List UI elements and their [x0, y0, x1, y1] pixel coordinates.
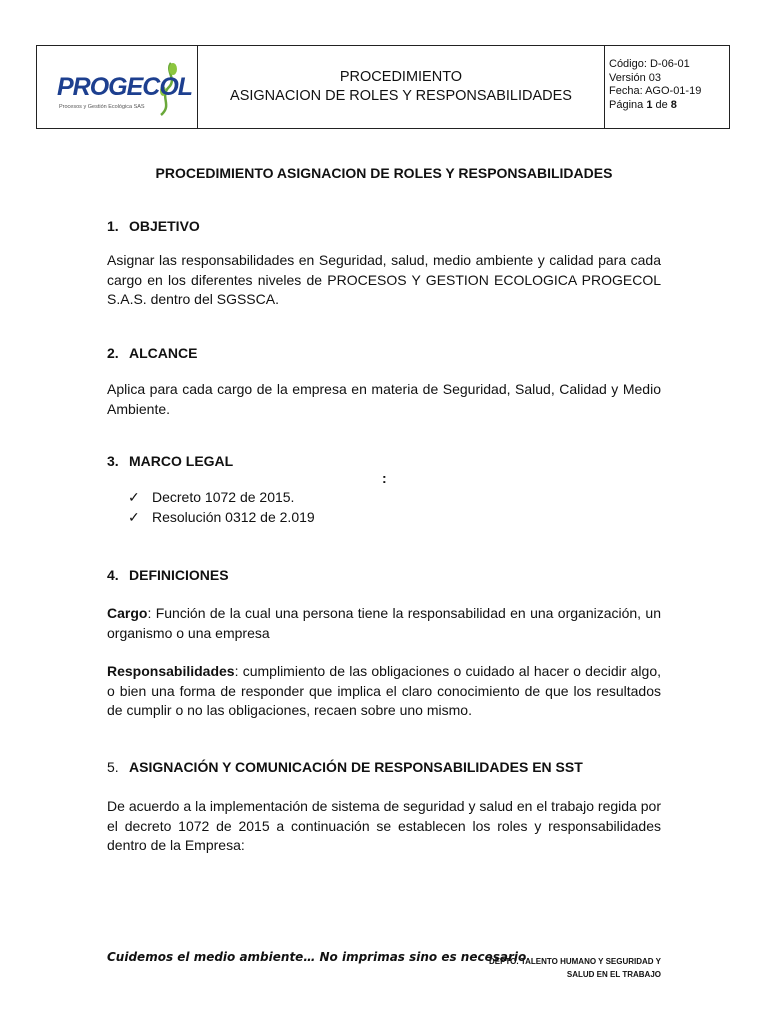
- document-title: PROCEDIMIENTO ASIGNACION DE ROLES Y RESPONSABILIDADES: [155, 165, 613, 181]
- doc-date: Fecha: AGO-01-19: [609, 85, 702, 97]
- logo-subtitle: Procesos y Gestión Ecológica SAS: [59, 104, 145, 110]
- section-heading-definiciones: 4. DEFINICIONES: [107, 567, 229, 583]
- definition-cargo: Cargo: Función de la cual una persona tiene la responsabilidad en una organización, un organismo o una empresa: [107, 605, 661, 641]
- logo-cell: [37, 46, 198, 128]
- checkmark-icon: ✓: [128, 489, 140, 505]
- header-title-cell: [198, 46, 605, 128]
- document-header: [36, 45, 730, 129]
- section-heading-asignacion: 5. ASIGNACIÓN Y COMUNICACIÓN DE RESPONSABILIDADES EN SST: [107, 759, 583, 775]
- footer-department: DEPTO. TALENTO HUMANO Y SEGURIDAD Y SALUD EN EL TRABAJO: [488, 957, 661, 979]
- alcance-paragraph: Aplica para cada cargo de la empresa en materia de Seguridad, Salud, Calidad y Medio Ambiente.: [107, 381, 661, 417]
- term-responsabilidades: Responsabilidades: [107, 663, 235, 679]
- header-title-line1: PROCEDIMIENTO: [339, 69, 463, 85]
- footer-slogan: Cuidemos el medio ambiente… No imprimas sino es necesario: [107, 950, 527, 964]
- asignacion-paragraph: De acuerdo a la implementación de sistema de seguridad y salud en el trabajo regida por el decreto 1072 de 2015 a continuación se establecen los roles y responsabilidades dentro de la Empresa:: [107, 798, 661, 853]
- definition-responsabilidades: Responsabilidades: cumplimiento de las obligaciones o cuidado al hacer o decidir algo, o bien una forma de responder que implica el claro conocimiento de que los resultados de cumplir o no las obligaciones, recaen sobre uno mismo.: [107, 663, 661, 718]
- header-title-line2: ASIGNACION DE ROLES Y RESPONSABILIDADES: [230, 88, 572, 104]
- doc-page: Página 1 de 8: [609, 98, 677, 111]
- section-heading-alcance: 2. ALCANCE: [107, 345, 198, 361]
- progecol-logo: [57, 57, 193, 117]
- header-meta-cell: [605, 46, 729, 128]
- section-heading-marco-legal: 3. MARCO LEGAL: [107, 453, 234, 469]
- logo-wordmark: PROGECOL: [57, 73, 193, 101]
- checkmark-icon: ✓: [128, 509, 140, 525]
- objetivo-paragraph: Asignar las responsabilidades en Seguridad, salud, medio ambiente y calidad para cada cargo en los diferentes niveles de PROCESOS Y GESTION ECOLOGICA PROGECOL S.A.S. dentro del SGSSCA.: [107, 252, 661, 307]
- marco-legal-colon: :: [382, 470, 387, 486]
- term-cargo: Cargo: [107, 605, 148, 621]
- doc-code: Código: D-06-01: [609, 58, 690, 70]
- doc-version: Versión 03: [609, 71, 661, 84]
- section-heading-objetivo: 1. OBJETIVO: [107, 218, 200, 234]
